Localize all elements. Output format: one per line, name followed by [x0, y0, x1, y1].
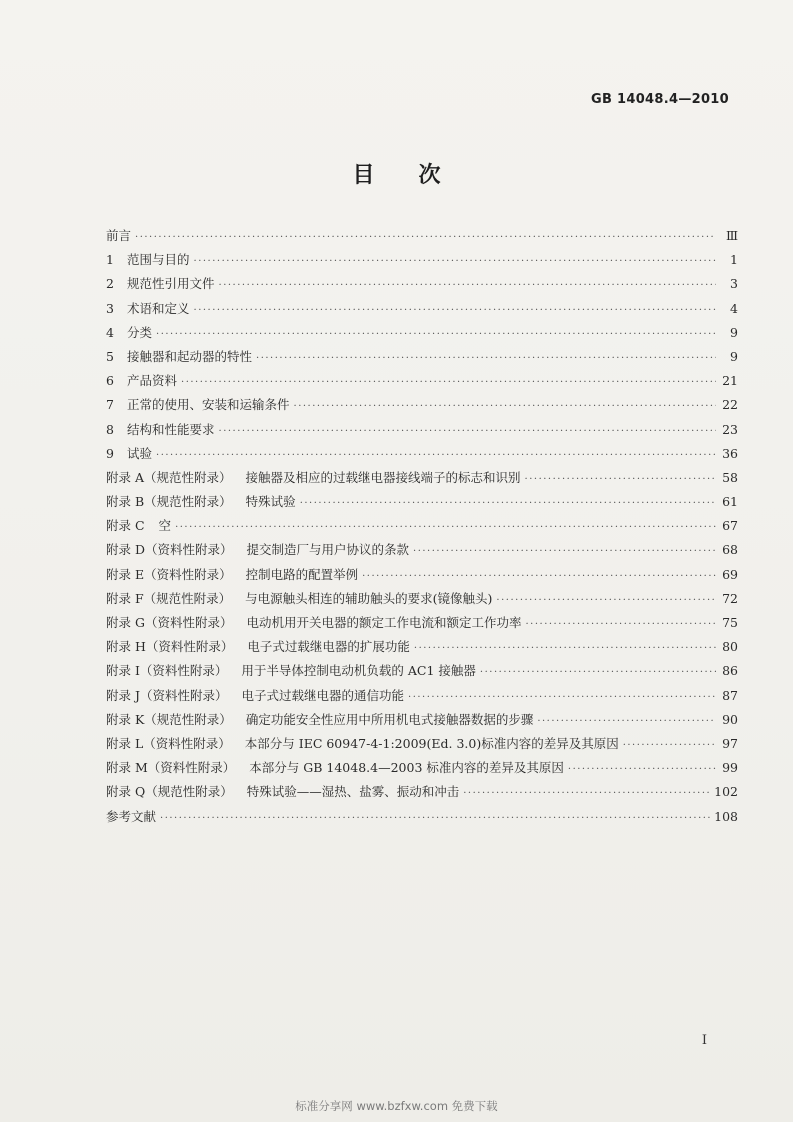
toc-appendix-prefix: 附录 B（规范性附录）	[106, 494, 232, 510]
toc-entry-label	[106, 635, 410, 659]
toc-appendix-title: 电子式过载继电器的扩展功能	[247, 639, 410, 655]
toc-entry[interactable]	[106, 684, 738, 708]
standard-code: GB 14048.4—2010	[591, 92, 729, 107]
toc-page-number: 67	[722, 518, 738, 534]
toc-leader-dots	[175, 516, 716, 540]
toc-page-number: 72	[722, 590, 738, 606]
toc-chapter-number: 1	[106, 252, 114, 268]
toc-entry[interactable]	[106, 442, 738, 466]
toc-chapter-number: 6	[106, 373, 114, 389]
toc-chapter-title: 术语和定义	[127, 300, 190, 316]
toc-entry[interactable]	[106, 611, 738, 635]
toc-leader-dots	[496, 589, 716, 613]
toc-chapter-title: 结构和性能要求	[127, 421, 215, 437]
toc-page-number: 87	[722, 687, 738, 703]
toc-appendix-prefix: 附录 A（规范性附录）	[106, 469, 232, 485]
watermark-text: 标准分享网 www.bzfxw.com 免费下载	[295, 1099, 498, 1113]
toc-appendix-title: 接触器及相应的过载继电器接线端子的标志和识别	[245, 469, 521, 485]
toc-entry-label	[106, 466, 521, 490]
toc-leader-dots	[156, 444, 716, 468]
toc-entry-label	[106, 659, 476, 683]
toc-leader-dots	[362, 565, 716, 589]
toc-entry[interactable]	[106, 780, 738, 804]
toc-leader-dots	[219, 274, 716, 298]
page-title: 目 次	[352, 162, 441, 188]
toc-leader-dots	[256, 347, 716, 371]
toc-entry-label	[106, 708, 533, 732]
toc-appendix-title: 与电源触头相连的辅助触头的要求(镜像触头)	[245, 590, 493, 606]
toc-appendix-prefix: 附录 Q（规范性附录）	[106, 784, 233, 800]
toc-entry-label	[106, 780, 459, 804]
toc-chapter-title: 规范性引用文件	[127, 276, 215, 292]
toc-chapter-number: 9	[106, 445, 114, 461]
toc-leader-dots	[413, 540, 716, 564]
toc-appendix-title: 空	[158, 518, 172, 534]
toc-entry[interactable]	[106, 538, 738, 562]
toc-entry[interactable]	[106, 224, 738, 248]
toc-page-number: 61	[722, 494, 738, 510]
toc-chapter-title: 前言	[106, 228, 132, 243]
toc-entry-label	[106, 538, 409, 562]
toc-appendix-prefix: 附录 C	[106, 518, 145, 534]
toc-appendix-prefix: 附录 K（规范性附录）	[106, 711, 232, 727]
toc-entry[interactable]	[106, 514, 738, 538]
toc-entry-label	[106, 563, 358, 587]
page-folio: I	[701, 1033, 707, 1048]
toc-entry-label	[106, 393, 290, 417]
toc-appendix-prefix: 附录 F（规范性附录）	[106, 590, 232, 606]
toc-entry[interactable]	[106, 345, 738, 369]
toc-entry[interactable]	[106, 732, 738, 756]
toc-appendix-title: 特殊试验	[245, 494, 296, 510]
toc-entry[interactable]	[106, 248, 738, 272]
toc-entry-label	[106, 418, 215, 442]
toc-leader-dots	[463, 782, 710, 806]
toc-page-number: 102	[714, 784, 738, 800]
toc-page-number: 75	[722, 615, 738, 630]
toc-page-number: 69	[722, 566, 738, 582]
toc-entry-label	[106, 756, 564, 780]
toc-appendix-prefix: 附录 H（资料性附录）	[106, 639, 234, 655]
toc-appendix-prefix: 附录 G（资料性附录）	[106, 615, 233, 630]
toc-chapter-number: 5	[106, 348, 114, 364]
toc-entry-label	[106, 514, 171, 538]
toc-page-number: Ⅲ	[725, 228, 738, 243]
toc-leader-dots	[525, 613, 716, 637]
toc-entry[interactable]	[106, 272, 738, 296]
toc-chapter-title: 产品资料	[127, 373, 178, 389]
toc-leader-dots	[414, 637, 716, 661]
toc-entry[interactable]	[106, 756, 738, 780]
toc-appendix-title: 本部分与 IEC 60947-4-1:2009(Ed. 3.0)标准内容的差异及其原因	[244, 735, 619, 751]
toc-leader-dots	[623, 734, 716, 758]
toc-chapter-number: 2	[106, 276, 114, 292]
toc-chapter-title: 范围与目的	[127, 252, 190, 268]
table-of-contents	[106, 224, 738, 829]
toc-page-number: 36	[722, 445, 738, 461]
toc-leader-dots	[181, 371, 716, 395]
toc-page-number: 97	[722, 735, 738, 751]
toc-page-number: 68	[722, 542, 738, 558]
toc-leader-dots	[480, 661, 716, 685]
toc-page-number: 3	[730, 276, 738, 292]
toc-entry-label	[106, 611, 521, 635]
toc-entry[interactable]	[106, 635, 738, 659]
toc-leader-dots	[300, 492, 716, 516]
toc-chapter-title: 分类	[127, 324, 153, 340]
toc-entry-label	[106, 248, 190, 272]
toc-page-number: 4	[730, 300, 738, 316]
toc-leader-dots	[219, 420, 716, 444]
toc-chapter-title: 接触器和起动器的特性	[127, 348, 253, 364]
toc-chapter-title: 试验	[127, 445, 153, 461]
toc-entry[interactable]	[106, 321, 738, 345]
toc-entry[interactable]	[106, 805, 738, 829]
toc-page-number: 9	[730, 348, 738, 364]
toc-leader-dots	[537, 710, 716, 734]
toc-entry-label	[106, 732, 619, 756]
toc-appendix-prefix: 附录 J（资料性附录）	[106, 687, 228, 703]
toc-page-number: 90	[722, 711, 738, 727]
toc-leader-dots	[408, 686, 716, 710]
toc-entry[interactable]	[106, 563, 738, 587]
toc-entry-label	[106, 369, 177, 393]
toc-page-number: 86	[722, 663, 738, 679]
toc-page-number: 9	[730, 324, 738, 340]
toc-entry[interactable]	[106, 708, 738, 732]
toc-leader-dots	[194, 250, 716, 274]
toc-appendix-title: 用于半导体控制电动机负载的 AC1 接触器	[241, 663, 476, 679]
toc-page-number: 23	[722, 421, 738, 437]
toc-page-number: 99	[722, 760, 738, 776]
toc-entry[interactable]	[106, 466, 738, 490]
toc-chapter-title: 参考文献	[106, 808, 157, 824]
toc-page-number: 22	[722, 397, 738, 413]
toc-entry-label	[106, 297, 190, 321]
toc-entry-label	[106, 321, 152, 345]
toc-appendix-prefix: 附录 E（资料性附录）	[106, 566, 232, 582]
toc-appendix-title: 电子式过载继电器的通信功能	[241, 687, 405, 703]
toc-appendix-prefix: 附录 L（资料性附录）	[106, 735, 231, 751]
toc-entry-label	[106, 684, 404, 708]
toc-entry-label	[106, 587, 492, 611]
toc-entry[interactable]	[106, 393, 738, 417]
toc-entry-label	[106, 490, 296, 514]
toc-chapter-number: 3	[106, 300, 114, 316]
toc-appendix-prefix: 附录 M（资料性附录）	[106, 760, 236, 776]
toc-entry-label	[106, 805, 156, 829]
toc-entry[interactable]	[106, 587, 738, 611]
toc-appendix-title: 控制电路的配置举例	[245, 566, 359, 582]
toc-entry-label	[106, 442, 152, 466]
toc-chapter-number: 4	[106, 324, 114, 340]
toc-appendix-prefix: 附录 I（资料性附录）	[106, 663, 228, 679]
toc-entry-label	[106, 224, 131, 248]
toc-entry[interactable]	[106, 297, 738, 321]
toc-page-number: 80	[722, 639, 738, 655]
toc-chapter-title: 正常的使用、安装和运输条件	[127, 397, 290, 413]
toc-entry[interactable]	[106, 418, 738, 442]
toc-leader-dots	[156, 323, 716, 347]
toc-leader-dots	[194, 299, 716, 323]
toc-appendix-title: 特殊试验——湿热、盐雾、振动和冲击	[246, 784, 460, 800]
toc-entry[interactable]	[106, 490, 738, 514]
toc-leader-dots	[568, 758, 716, 782]
toc-appendix-title: 本部分与 GB 14048.4—2003 标准内容的差异及其原因	[249, 760, 564, 776]
toc-chapter-number: 8	[106, 421, 114, 437]
toc-entry-label	[106, 272, 215, 296]
toc-leader-dots	[135, 226, 716, 250]
toc-page-number: 21	[722, 373, 738, 389]
toc-entry[interactable]	[106, 369, 738, 393]
toc-appendix-title: 提交制造厂与用户协议的条款	[246, 542, 410, 558]
toc-leader-dots	[525, 468, 716, 492]
toc-entry-label	[106, 345, 252, 369]
toc-entry[interactable]	[106, 659, 738, 683]
toc-leader-dots	[160, 807, 710, 831]
toc-appendix-title: 确定功能安全性应用中所用机电式接触器数据的步骤	[245, 711, 534, 727]
toc-leader-dots	[294, 395, 716, 419]
toc-page-number: 58	[722, 469, 738, 485]
toc-appendix-title: 电动机用开关电器的额定工作电流和额定工作功率	[246, 615, 522, 630]
toc-appendix-prefix: 附录 D（资料性附录）	[106, 542, 233, 558]
toc-page-number: 108	[714, 808, 738, 824]
toc-chapter-number: 7	[106, 397, 114, 413]
toc-page-number: 1	[730, 252, 738, 268]
